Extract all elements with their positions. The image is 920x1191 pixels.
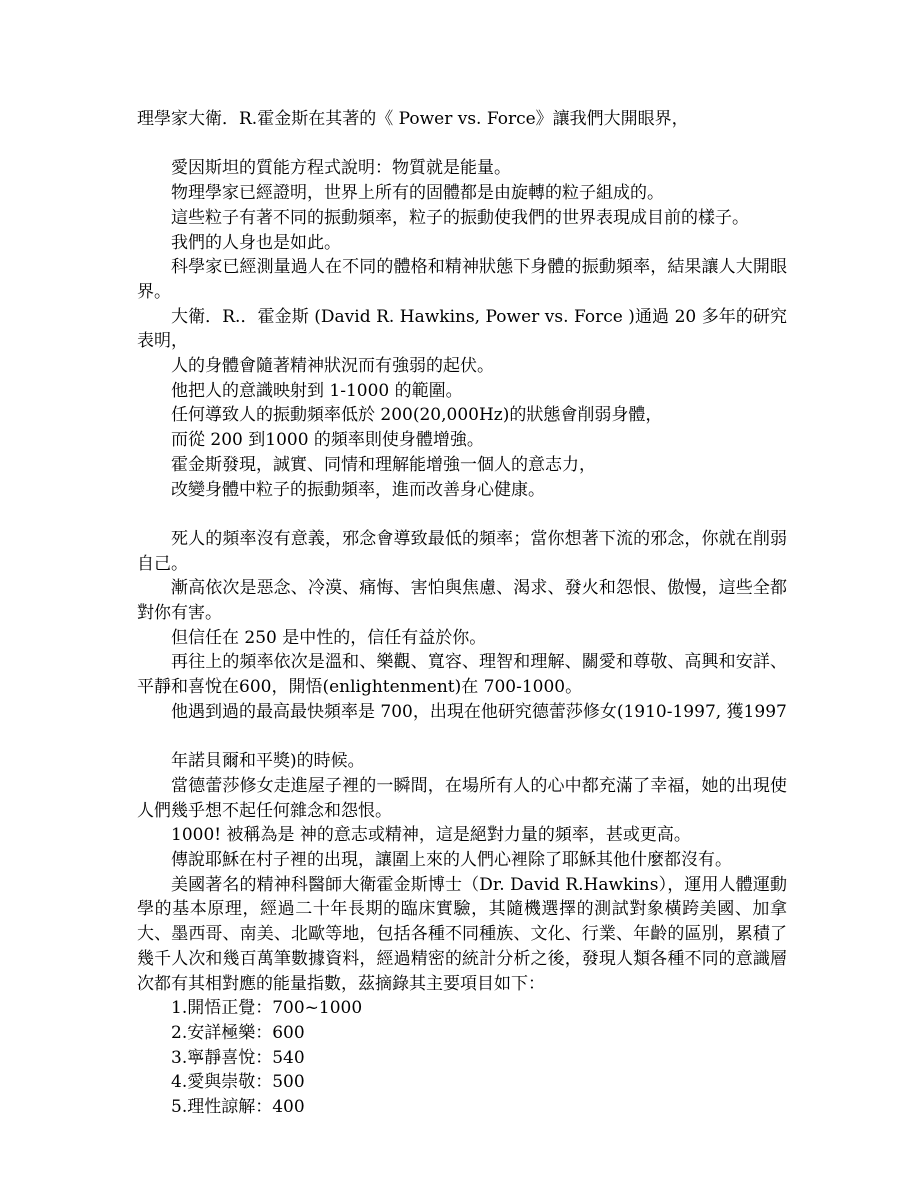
document-body — [137, 107, 787, 1120]
paragraph: 大衛．R.．霍金斯 (David R. Hawkins, Power vs. Force )通過 20 多年的研究表明， — [137, 306, 787, 352]
paragraph: 物理學家已經證明，世界上所有的固體都是由旋轉的粒子組成的。 — [171, 183, 664, 204]
paragraph: 年諾貝爾和平獎)的時候。 — [171, 751, 365, 772]
paragraph: 而從 200 到1000 的頻率則使身體增強。 — [171, 430, 484, 451]
paragraph: 理學家大衛．R.霍金斯在其著的《 Power vs. Force》讓我們大開眼界， — [137, 109, 689, 129]
paragraph: 他把人的意識映射到 1-1000 的範圍。 — [171, 380, 463, 401]
paragraph: 人的身體會隨著精神狀況而有強弱的起伏。 — [171, 356, 494, 377]
list-item: 1.開悟正覺：700~1000 — [171, 998, 363, 1019]
paragraph: 這些粒子有著不同的振動頻率，粒子的振動使我們的世界表現成目前的樣子。 — [171, 207, 749, 228]
paragraph: 再往上的頻率依次是溫和、樂觀、寬容、理智和理解、關愛和尊敬、高興和安詳、平靜和喜悅在600，開悟(enlightenment)在 700-1000。 — [137, 652, 787, 698]
paragraph: 愛因斯坦的質能方程式說明：物質就是能量。 — [171, 158, 511, 179]
paragraph: 1000! 被稱為是 神的意志或精神，這是絕對力量的頻率，甚或更高。 — [171, 825, 691, 846]
list-item: 5.理性諒解：400 — [171, 1097, 305, 1118]
paragraph: 我們的人身也是如此。 — [171, 232, 341, 253]
list-item: 3.寧靜喜悅：540 — [171, 1047, 305, 1068]
paragraph: 但信任在 250 是中性的，信任有益於你。 — [171, 627, 487, 648]
blank-line — [137, 132, 787, 157]
blank-line — [137, 725, 787, 750]
paragraph: 他遇到過的最高最快頻率是 700，出現在他研究德蕾莎修女(1910-1997, 獲1997 — [171, 701, 787, 722]
list-item: 4.愛與崇敬：500 — [171, 1072, 305, 1093]
paragraph: 死人的頻率沒有意義，邪念會導致最低的頻率；當你想著下流的邪念，你就在削弱自己。 — [137, 528, 787, 574]
paragraph: 霍金斯發現，誠實、同情和理解能增強一個人的意志力， — [171, 454, 596, 475]
paragraph: 改變身體中粒子的振動頻率，進而改善身心健康。 — [171, 479, 545, 500]
blank-line — [137, 502, 787, 527]
paragraph: 美國著名的精神科醫師大衛霍金斯博士（Dr. David R.Hawkins），運用人體運動學的基本原理，經過二十年長期的臨床實驗，其隨機選擇的測試對象橫跨美國、加拿大、墨西哥、南美、北歐等地，包括各種不同種族、文化、行業、年齡的區別，累積了幾千人次和幾百萬筆數據資料，經過精密的統計分析之後，發現人類各種不同的意識層次都有其相對應的能量指數，茲摘錄其主要項目如下： — [137, 874, 787, 994]
paragraph: 傳說耶穌在村子裡的出現，讓圍上來的人們心裡除了耶穌其他什麼都沒有。 — [171, 850, 732, 871]
list-item: 2.安詳極樂：600 — [171, 1022, 305, 1043]
paragraph: 當德蕾莎修女走進屋子裡的一瞬間，在場所有人的心中都充滿了幸福，她的出現使人們幾乎想不起任何雜念和怨恨。 — [137, 775, 787, 821]
paragraph: 漸高依次是惡念、冷漠、痛悔、害怕與焦慮、渴求、發火和怨恨、傲慢，這些全都對你有害。 — [137, 578, 787, 624]
paragraph: 科學家已經測量過人在不同的體格和精神狀態下身體的振動頻率，結果讓人大開眼界。 — [137, 257, 787, 302]
paragraph: 任何導致人的振動頻率低於 200(20,000Hz)的狀態會削弱身體， — [171, 405, 663, 426]
